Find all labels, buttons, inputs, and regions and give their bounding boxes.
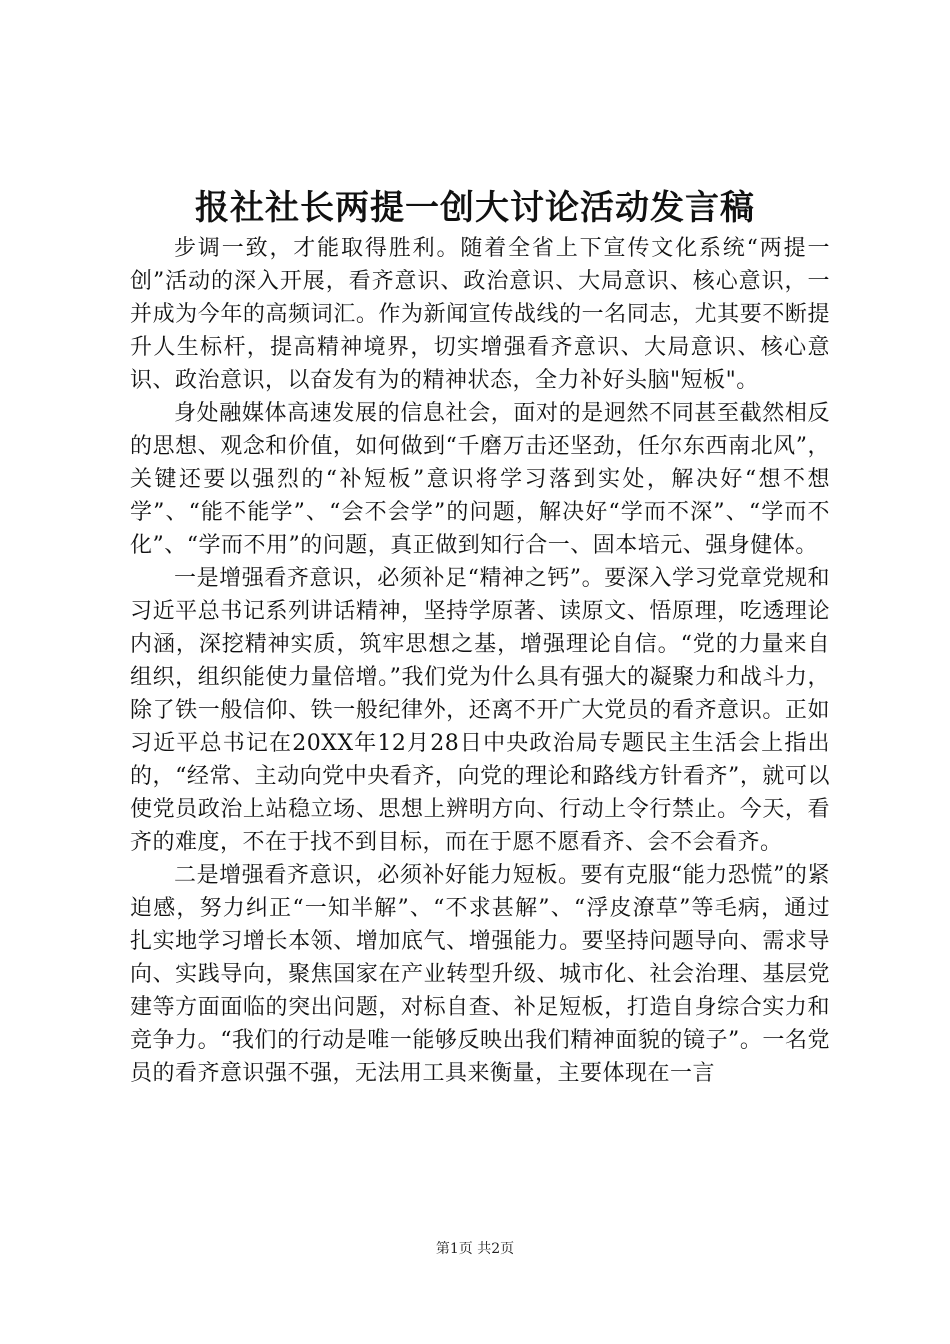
page-footer: 第1页 共2页 xyxy=(435,1241,515,1257)
paragraph-2: 身处融媒体高速发展的信息社会，面对的是迥然不同甚至截然相反的思想、观念和价值，如何做到“千磨万击还坚劲，任尔东西南北风”，关键还要以强烈的“补短板”意识将学习落到实处，解决好“想不想学”、“能不能学”、“会不会学”的问题，解决好“学而不深”、“学而不化”、“学而不用”的问题，真正做到知行合一、固本培元、强身健体。 xyxy=(130,401,830,558)
document-body xyxy=(130,232,830,1090)
paragraph-4: 二是增强看齐意识，必须补好能力短板。要有克服“能力恐慌”的紧迫感，努力纠正“一知半解”、“不求甚解”、“浮皮潦草”等毛病，通过扎实地学习增长本领、增加底气、增强能力。要坚持问题导向、需求导向、实践导向，聚焦国家在产业转型升级、城市化、社会治理、基层党建等方面面临的突出问题，对标自查、补足短板，打造自身综合实力和竞争力。“我们的行动是唯一能够反映出我们精神面貌的镜子”。一名党员的看齐意识强不强，无法用工具来衡量，主要体现在一言 xyxy=(130,863,830,1086)
paragraph-1: 步调一致，才能取得胜利。随着全省上下宣传文化系统“两提一创”活动的深入开展，看齐意识、政治意识、大局意识、核心意识，一并成为今年的高频词汇。作为新闻宣传战线的一名同志，尤其要不断提升人生标杆，提高精神境界，切实增强看齐意识、大局意识、核心意识、政治意识，以奋发有为的精神状态，全力补好头脑"短板"。 xyxy=(130,236,830,393)
paragraph-3: 一是增强看齐意识，必须补足“精神之钙”。要深入学习党章党规和习近平总书记系列讲话精神，坚持学原著、读原文、悟原理，吃透理论内涵，深挖精神实质，筑牢思想之基，增强理论自信。“党的力量来自组织，组织能使力量倍增。”我们党为什么具有强大的凝聚力和战斗力，除了铁一般信仰、铁一般纪律外，还离不开广大党员的看齐意识。正如习近平总书记在20XX年12月28日中央政治局专题民主生活会上指出的，“经常、主动向党中央看齐，向党的理论和路线方针看齐”，就可以使党员政治上站稳立场、思想上辨明方向、行动上令行禁止。今天，看齐的难度，不在于找不到目标，而在于愿不愿看齐、会不会看齐。 xyxy=(130,566,830,855)
document-title: 报社社长两提一创大讨论活动发言稿 xyxy=(195,188,755,228)
